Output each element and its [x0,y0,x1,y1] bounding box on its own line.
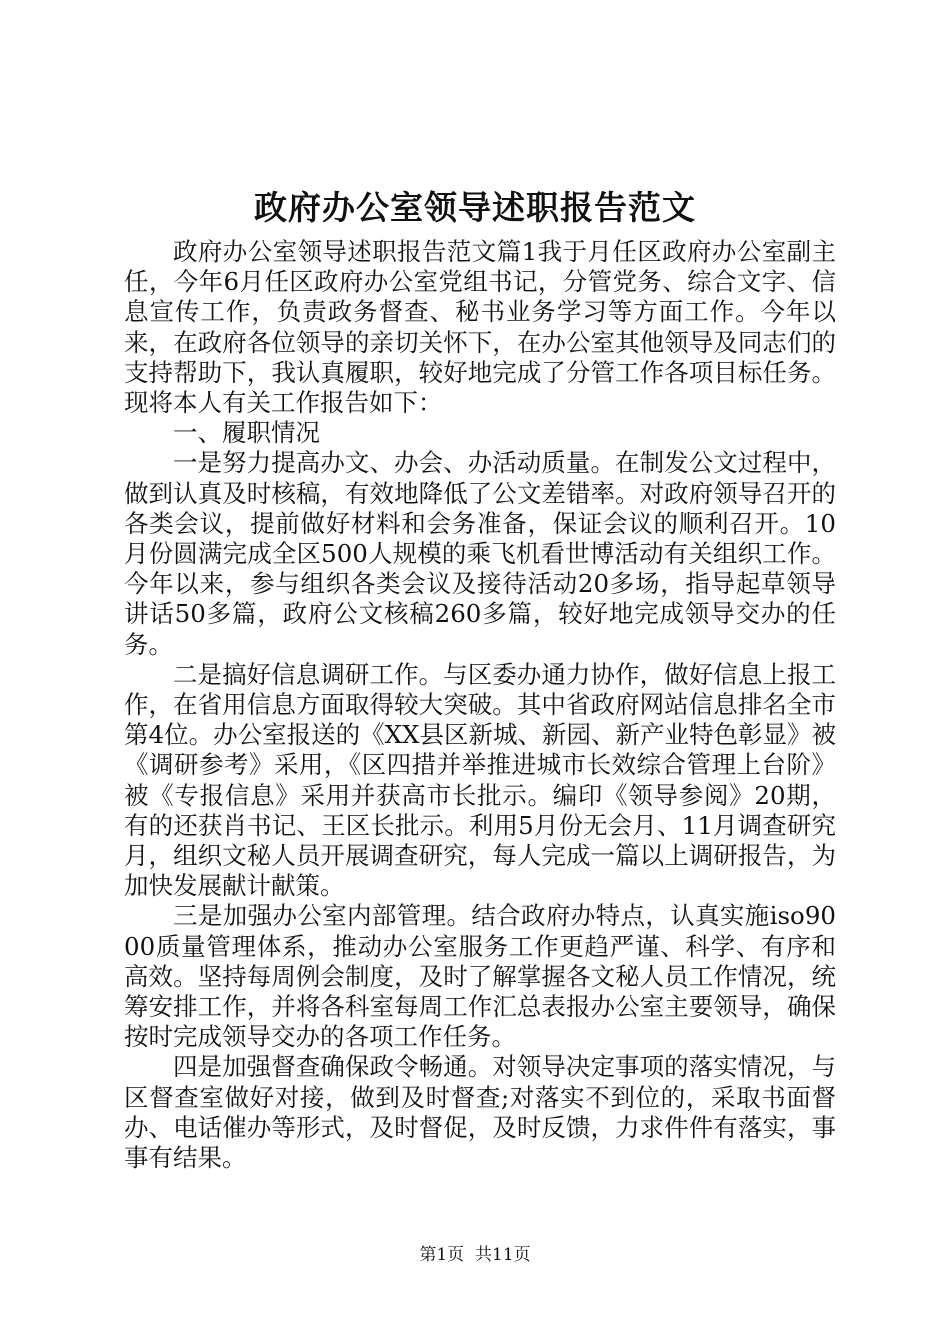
paragraph-intro: 政府办公室领导述职报告范文篇1我于月任区政府办公室副主任，今年6月任区政府办公室党组书记，分管党务、综合文字、信息宣传工作，负责政务督查、秘书业务学习等方面工作。今年以来，在政府各位领导的亲切关怀下，在办公室其他领导及同志们的支持帮助下，我认真履职，较好地完成了分管工作各项目标任务。现将本人有关工作报告如下： [124,237,836,418]
page-footer [0,1244,950,1266]
page-number: 第1页 [419,1245,465,1265]
paragraph-item-4: 四是加强督查确保政令畅通。对领导决定事项的落实情况，与区督查室做好对接，做到及时督查;对落实不到位的，采取书面督办、电话催办等形式，及时督促，及时反馈，力求件件有落实，事事有结果。 [124,1052,836,1173]
page-total: 共11页 [475,1245,531,1265]
paragraph-item-1: 一是努力提高办文、办会、办活动质量。在制发公文过程中，做到认真及时核稿，有效地降低了公文差错率。对政府领导召开的各类会议，提前做好材料和会务准备，保证会议的顺利召开。10月份圆满完成全区500人规模的乘飞机看世博活动有关组织工作。今年以来，参与组织各类会议及接待活动20多场，指导起草领导讲话50多篇，政府公文核稿260多篇，较好地完成领导交办的任务。 [124,448,836,659]
paragraph-item-2: 二是搞好信息调研工作。与区委办通力协作，做好信息上报工作，在省用信息方面取得较大突破。其中省政府网站信息排名全市第4位。办公室报送的《XX县区新城、新园、新产业特色彰显》被《调研参考》采用，《区四措并举推进城市长效综合管理上台阶》被《专报信息》采用并获高市长批示。编印《领导参阅》20期，有的还获肖书记、王区长批示。利用5月份无会月、11月调查研究月，组织文秘人员开展调查研究，每人完成一篇以上调研报告，为加快发展献计献策。 [124,659,836,901]
paragraph-item-3: 三是加强办公室内部管理。结合政府办特点，认真实施iso9000质量管理体系，推动办公室服务工作更趋严谨、科学、有序和高效。坚持每周例会制度，及时了解掌握各文秘人员工作情况，统筹安排工作，并将各科室每周工作汇总表报办公室主要领导，确保按时完成领导交办的各项工作任务。 [124,901,836,1052]
document-title: 政府办公室领导述职报告范文 [254,188,696,227]
section-heading: 一、履职情况 [173,418,320,448]
document-body [124,237,836,1173]
